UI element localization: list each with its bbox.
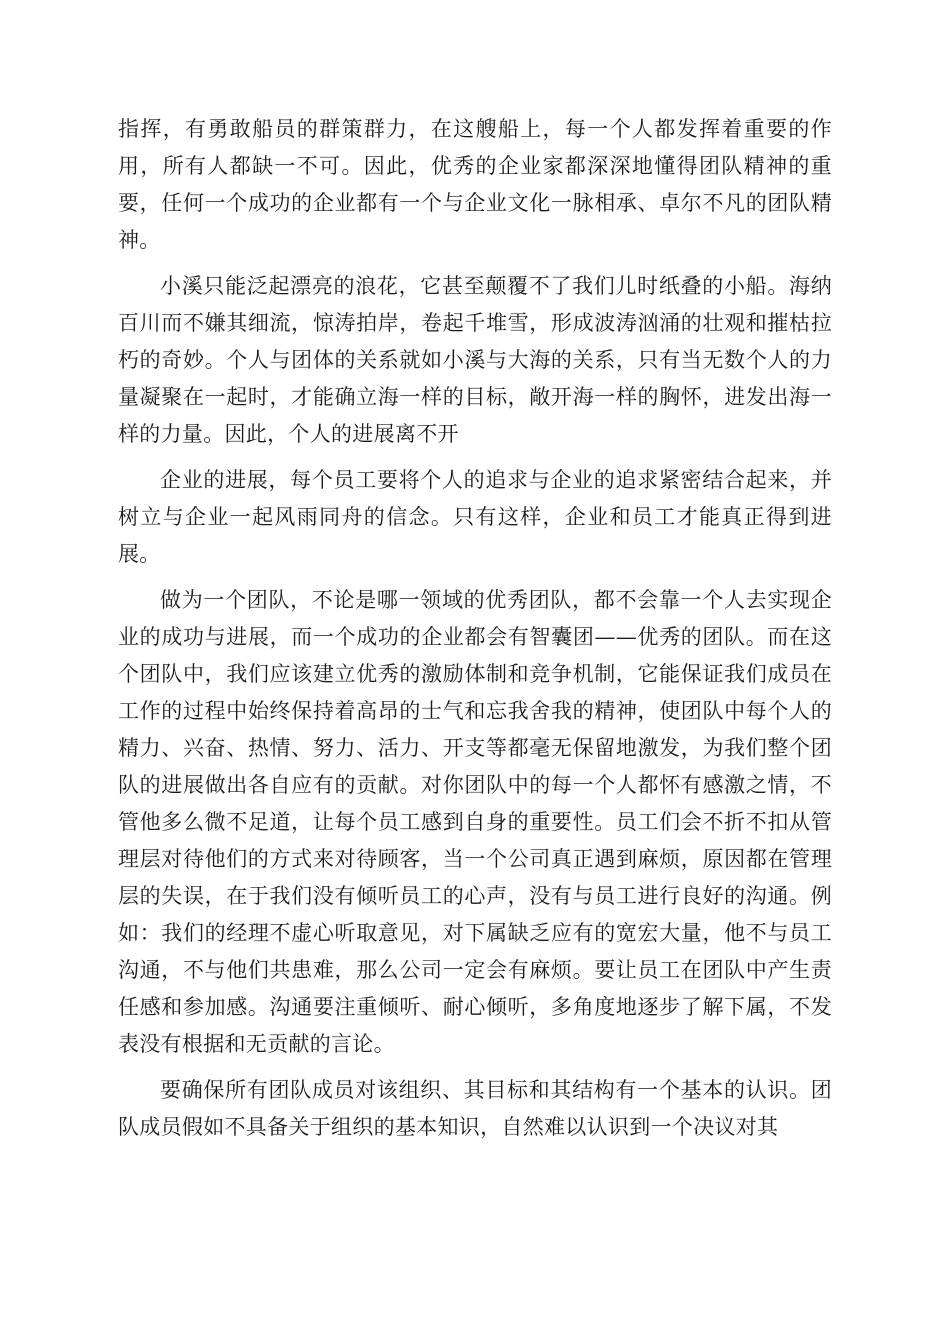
paragraph-4: 做为一个团队，不论是哪一领域的优秀团队，都不会靠一个人去实现企业的成功与进展，而一个成功的企业都会有智囊团——优秀的团队。而在这个团队中，我们应该建立优秀的激励体制和竞争机制，它能保证我们成员在工作的过程中始终保持着高昂的士气和忘我舍我的精神，使团队中每个人的精力、兴奋、热情、努力、活力、开支等都毫无保留地激发，为我们整个团队的进展做出各自应有的贡献。对你团队中的每一个人都怀有感激之情，不管他多么微不足道，让每个员工感到自身的重要性。员工们会不折不扣从管理层对待他们的方式来对待顾客，当一个公司真正遇到麻烦，原因都在管理层的失误，在于我们没有倾听员工的心声，没有与员工进行良好的沟通。例如：我们的经理不虚心听取意见，对下属缺乏应有的宽宏大量，他不与员工沟通，不与他们共患难，那么公司一定会有麻烦。要让员工在团队中产生责任感和参加感。沟通要注重倾听、耐心倾听，多角度地逐步了解下属，不发表没有根据和无贡献的言论。 xyxy=(118,588,832,1056)
paragraph-5: 要确保所有团队成员对该组织、其目标和其结构有一个基本的认识。团队成员假如不具备关于组织的基本知识，自然难以认识到一个决议对其 xyxy=(118,1078,832,1139)
paragraph-1: 指挥，有勇敢船员的群策群力，在这艘船上，每一个人都发挥着重要的作用，所有人都缺一不可。因此，优秀的企业家都深深地懂得团队精神的重要，任何一个成功的企业都有一个与企业文化一脉相承、卓尔不凡的团队精神。 xyxy=(118,117,832,252)
document-page xyxy=(118,111,832,1155)
paragraph-3: 企业的进展，每个员工要将个人的追求与企业的追求紧密结合起来，并树立与企业一起风雨同舟的信念。只有这样，企业和员工才能真正得到进展。 xyxy=(118,468,832,566)
paragraph-2: 小溪只能泛起漂亮的浪花，它甚至颠覆不了我们儿时纸叠的小船。海纳百川而不嫌其细流，惊涛拍岸，卷起千堆雪，形成波涛汹涌的壮观和摧枯拉朽的奇妙。个人与团体的关系就如小溪与大海的关系，只有当无数个人的力量凝聚在一起时，才能确立海一样的目标，敞开海一样的胸怀，进发出海一样的力量。因此，个人的进展离不开 xyxy=(118,274,832,446)
